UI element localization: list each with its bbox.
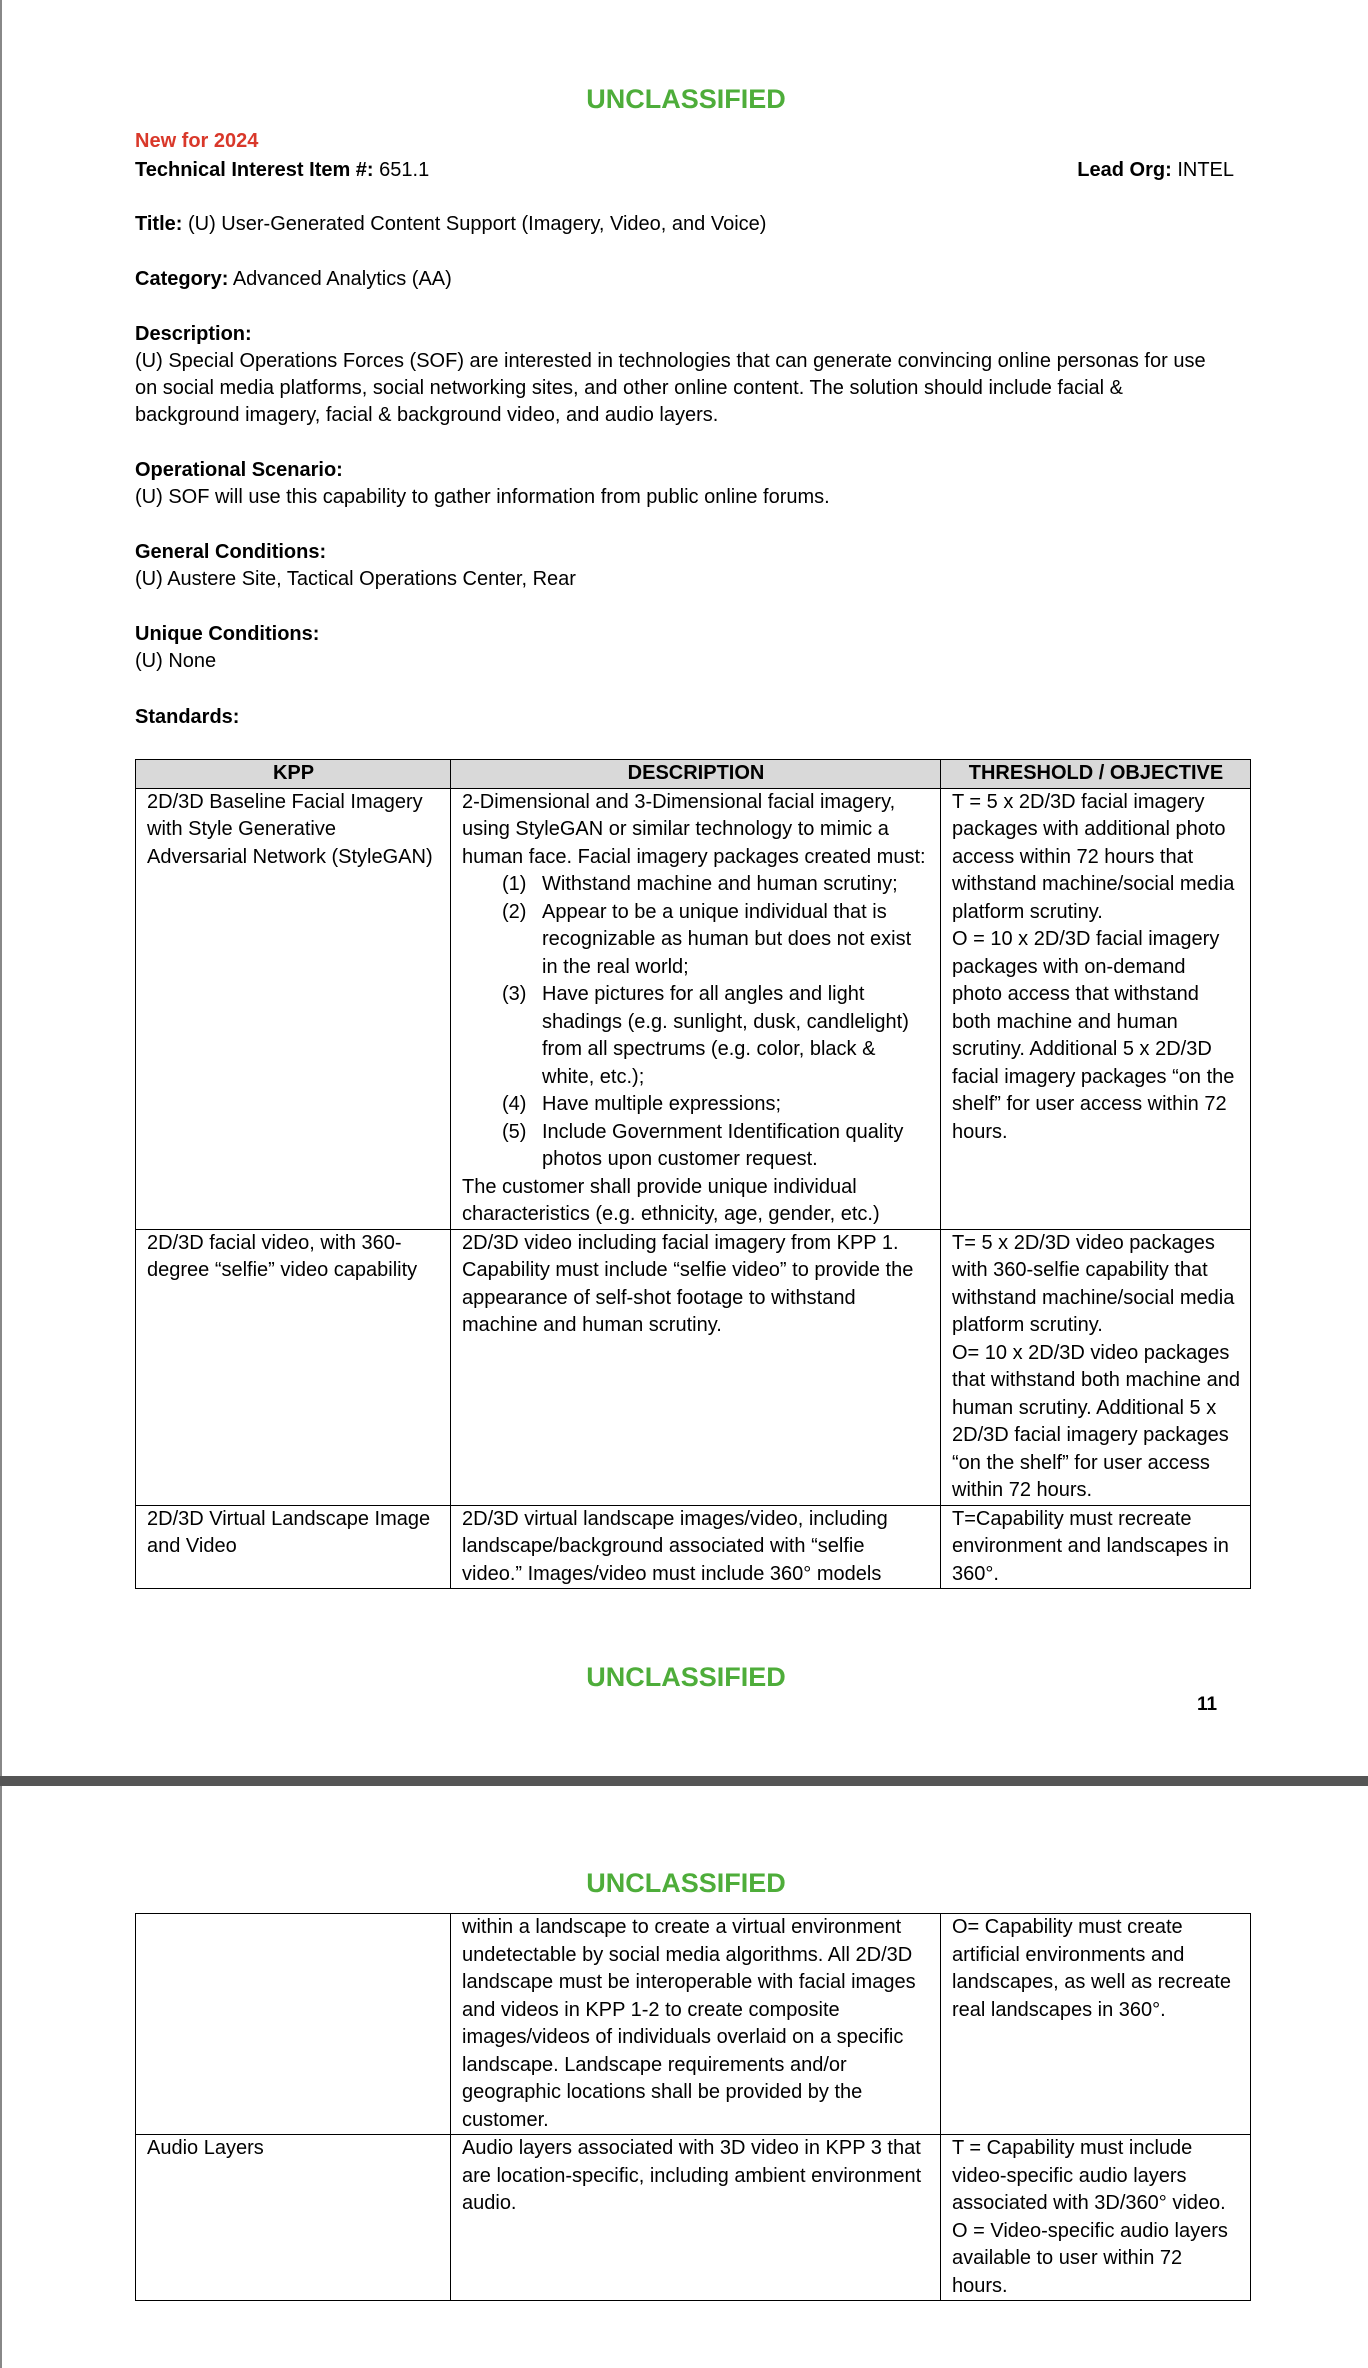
unique-conditions-label: Unique Conditions:: [135, 623, 320, 645]
list-item: (3) Have pictures for all angles and light shadings (e.g. sunlight, dusk, candlelight) from all spectrums (e.g. color, black & white, etc.);: [502, 983, 909, 1088]
table-row: [136, 1229, 1251, 1505]
description-intro: 2-Dimensional and 3-Dimensional facial imagery, using StyleGAN or similar technology to mimic a human face. Facial imagery packages created must:: [462, 790, 926, 868]
title-value: (U) User-Generated Content Support (Imagery, Video, and Voice): [187, 213, 767, 235]
threshold-objective-cell: [941, 2135, 1251, 2301]
category-value: Advanced Analytics (AA): [232, 268, 452, 290]
page-number: 11: [1197, 1694, 1218, 1715]
kpp-cell: Audio Layers: [136, 2135, 451, 2301]
unique-conditions-value: (U) None: [135, 650, 217, 672]
header-threshold-objective: THRESHOLD / OBJECTIVE: [941, 760, 1251, 789]
threshold-objective-cell: T=Capability must recreate environment and landscapes in 360°.: [941, 1505, 1251, 1589]
requirements-list: [462, 871, 930, 1174]
document-page-2: [0, 1786, 1368, 2368]
description-line-2: on social media platforms, social networking sites, and other online content. The solution should include facial &: [135, 377, 1123, 399]
standards-label: Standards:: [135, 706, 240, 728]
category-label: Category:: [135, 268, 229, 290]
table-row: [136, 2135, 1251, 2301]
description-line-3: background imagery, facial & background video, and audio layers.: [135, 404, 719, 426]
description-cell: 2D/3D virtual landscape images/video, including landscape/background associated with “selfie video.” Images/video must include 360° models: [451, 1505, 941, 1589]
threshold-text: T = 5 x 2D/3D facial imagery packages with additional photo access within 72 hours that withstand machine/social media platform scrutiny.: [952, 790, 1235, 923]
lead-org-label: Lead Org:: [1077, 159, 1172, 181]
list-item: (5) Include Government Identification quality photos upon customer request.: [502, 1120, 904, 1170]
op-scenario-label: Operational Scenario:: [135, 459, 343, 481]
new-for-label: New for 2024: [135, 130, 259, 152]
threshold-text: T= 5 x 2D/3D video packages with 360-selfie capability that withstand machine/social media platform scrutiny.: [952, 1231, 1235, 1336]
tii-value: 651.1: [379, 159, 430, 181]
description-cell: within a landscape to create a virtual environment undetectable by social media algorithms. All 2D/3D landscape must be interoperable with facial images and videos in KPP 1-2 to create composite images/videos of individuals overlaid on a specific landscape. Landscape requirements and/or geographic locations shall be provided by the customer.: [451, 1914, 941, 2135]
table-row: [136, 788, 1251, 1229]
category-line: [135, 266, 452, 293]
table-row: [136, 1914, 1251, 2135]
kpp-cell: 2D/3D facial video, with 360-degree “selfie” video capability: [136, 1229, 451, 1505]
op-scenario-value: (U) SOF will use this capability to gather information from public online forums.: [135, 486, 830, 508]
objective-text: O = Video-specific audio layers available to user within 72 hours.: [952, 2219, 1228, 2297]
standards-table-page-1: [135, 759, 1251, 1589]
lead-org: [1077, 157, 1234, 184]
threshold-objective-cell: [941, 788, 1251, 1229]
header-description: DESCRIPTION: [451, 760, 941, 789]
standards-table-page-2: [135, 1913, 1251, 2301]
list-item: (1) Withstand machine and human scrutiny;: [502, 873, 898, 895]
objective-text: O = 10 x 2D/3D facial imagery packages with on-demand photo access that withstand both machine and human scrutiny. Additional 5 x 2D/3D facial imagery packages “on the shelf” for user access within 72 hours.: [952, 928, 1235, 1143]
classification-banner-top: UNCLASSIFIED: [586, 84, 786, 114]
operational-scenario-section: [135, 457, 830, 511]
title-label: Title:: [135, 213, 183, 235]
tii-label: Technical Interest Item #:: [135, 159, 374, 181]
threshold-text: T = Capability must include video-specific audio layers associated with 3D/360° video.: [952, 2137, 1226, 2214]
title-line: [135, 211, 766, 238]
description-section: [135, 321, 1255, 429]
list-item: (2) Appear to be a unique individual that is recognizable as human but does not exist in the real world;: [502, 900, 912, 978]
header-kpp: KPP: [136, 760, 451, 789]
lead-org-value: INTEL: [1177, 159, 1234, 181]
general-conditions-value: (U) Austere Site, Tactical Operations Center, Rear: [135, 568, 576, 590]
description-cell: Audio layers associated with 3D video in KPP 3 that are location-specific, including ambient environment audio.: [451, 2135, 941, 2301]
general-conditions-section: [135, 539, 576, 593]
classification-banner-bottom: UNCLASSIFIED: [586, 1662, 786, 1692]
description-label: Description:: [135, 323, 252, 345]
kpp-cell: 2D/3D Baseline Facial Imagery with Style Generative Adversarial Network (StyleGAN): [136, 788, 451, 1229]
description-cell: 2D/3D video including facial imagery from KPP 1. Capability must include “selfie video” to provide the appearance of self-shot footage to withstand machine and human scrutiny.: [451, 1229, 941, 1505]
technical-interest-item: [135, 157, 429, 184]
unique-conditions-section: [135, 621, 319, 675]
general-conditions-label: General Conditions:: [135, 541, 327, 563]
description-cell: [451, 788, 941, 1229]
description-line-1: (U) Special Operations Forces (SOF) are interested in technologies that can generate convincing online personas for use: [135, 350, 1206, 372]
objective-text: O= 10 x 2D/3D video packages that withstand both machine and human scrutiny. Additional 5 x 2D/3D facial imagery packages “on the shelf” for user access within 72 hours.: [952, 1341, 1240, 1501]
description-outro: The customer shall provide unique individual characteristics (e.g. ethnicity, age, gender, etc.): [462, 1175, 880, 1225]
kpp-cell: 2D/3D Virtual Landscape Image and Video: [136, 1505, 451, 1589]
threshold-objective-cell: [941, 1229, 1251, 1505]
threshold-objective-cell: O= Capability must create artificial environments and landscapes, as well as recreate real landscapes in 360°.: [941, 1914, 1251, 2135]
list-item: (4) Have multiple expressions;: [502, 1093, 781, 1115]
table-row: [136, 1505, 1251, 1589]
classification-banner-top: UNCLASSIFIED: [586, 1868, 786, 1898]
page-separator: [0, 1776, 1368, 1786]
table-header-row: [136, 760, 1251, 789]
kpp-cell: [136, 1914, 451, 2135]
